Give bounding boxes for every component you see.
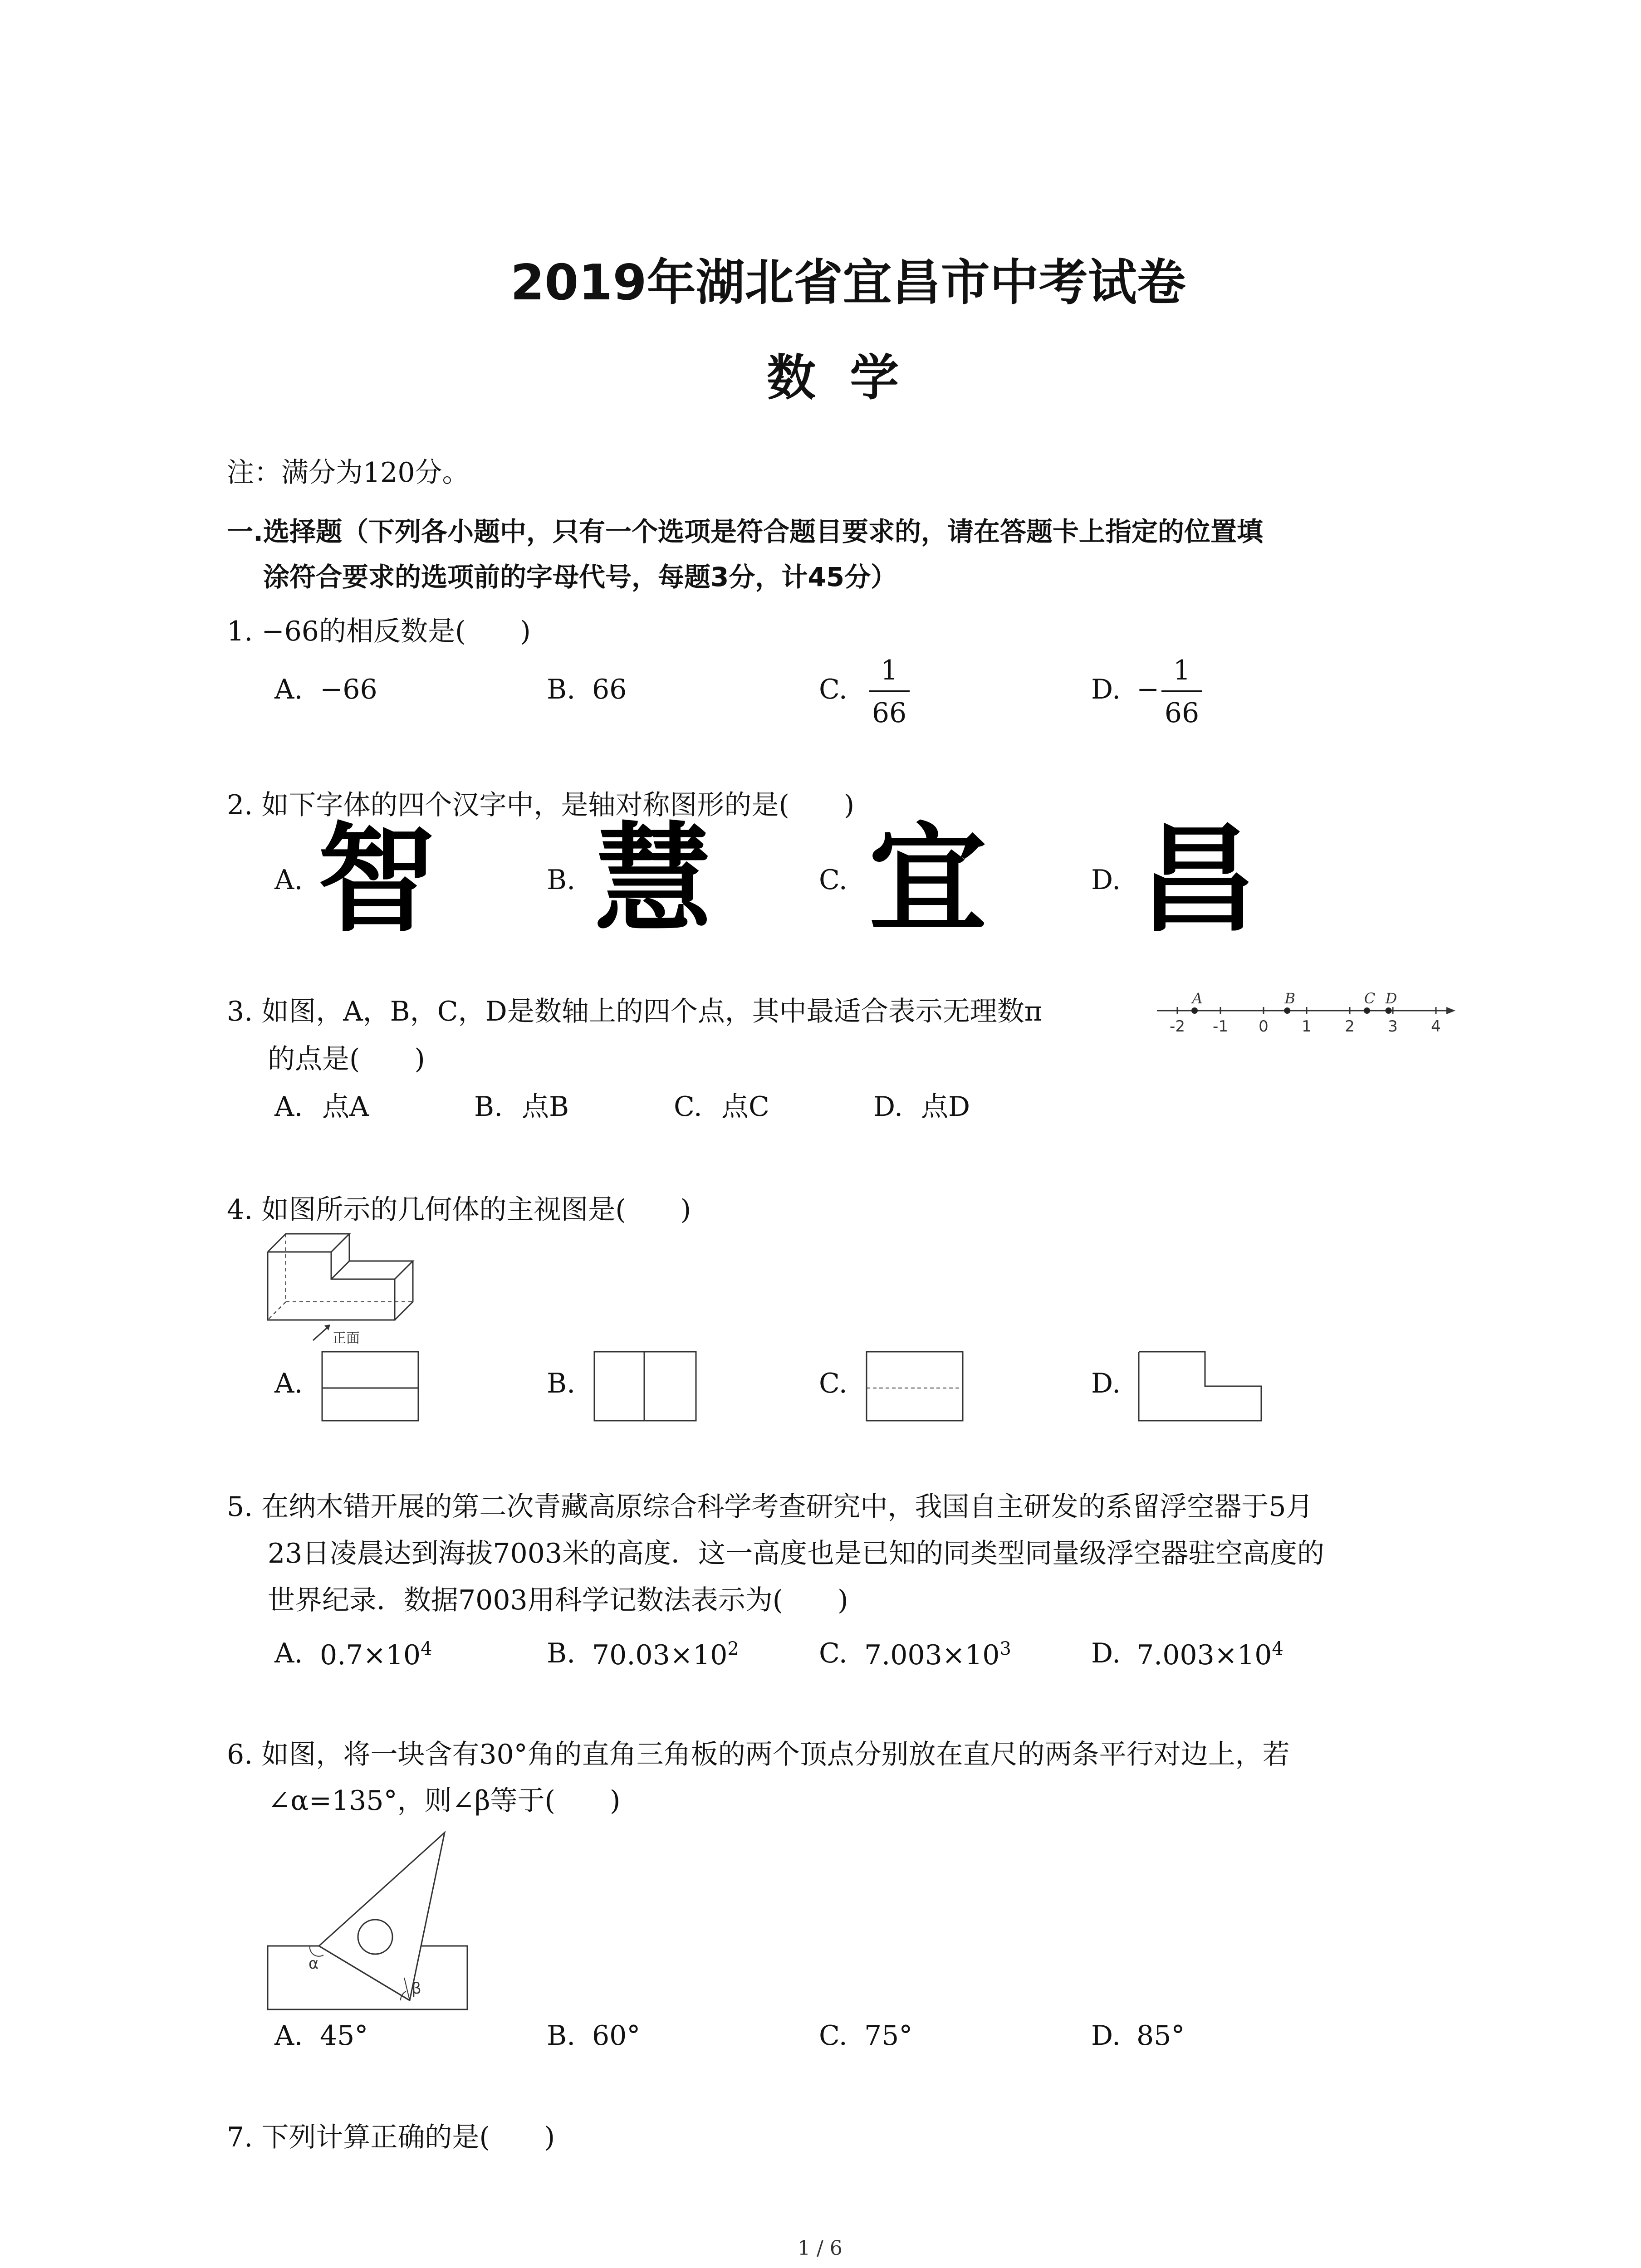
numberline-point-label: B [1284,990,1296,1007]
q3-stem-line1: 3. 如图，A，B，C，D是数轴上的四个点，其中最适合表示无理数π [227,996,1043,1027]
q5-option-d-label: D. [1091,1637,1121,1669]
q4-option-c-label: C. [819,1368,847,1399]
q5-option-d-value [1136,1640,1283,1669]
q1-option-a-value: −66 [320,674,377,705]
numberline-point [1364,1007,1370,1014]
q3-option-d-value: 点D [921,1091,970,1123]
q4-option-a-shape [321,1351,421,1423]
numberline-point-label: C [1364,990,1376,1007]
q4-option-a-label: A. [274,1368,303,1399]
numberline-tick-label: -1 [1213,1017,1228,1036]
numberline-point-label: A [1192,990,1203,1007]
numberline-tick-label: 4 [1431,1017,1441,1036]
q6-option-d-value: 85° [1136,2020,1185,2052]
q2-char-hui: 慧 [594,811,712,948]
q4-option-d-shape [1138,1351,1265,1423]
numberline-point-label: D [1385,990,1397,1007]
q6-ruler-triangle-figure [265,1823,474,2014]
sci-base: 70.03×10 [592,1639,728,1671]
q6-option-d-label: D. [1091,2020,1121,2052]
q2-option-a-label: A. [274,864,303,896]
q2-char-yi: 宜 [869,811,987,948]
q3-option-c-label: C. [674,1091,702,1123]
q3-option-b-value: 点B [522,1091,569,1123]
sci-exponent: 2 [727,1638,739,1659]
q4-option-b-shape [593,1351,698,1423]
q4-stem: 4. 如图所示的几何体的主视图是( ) [227,1194,691,1226]
q6-option-a-label: A. [274,2020,303,2052]
q6-option-b-label: B. [547,2020,576,2052]
q5-option-c-value [864,1640,1011,1669]
q6-stem-line1: 6. 如图，将一块含有30°角的直角三角板的两个顶点分别放在直尺的两条平行对边上，若 [227,1739,1290,1770]
q4-option-d-label: D. [1091,1368,1121,1399]
q3-option-c-value: 点C [721,1091,769,1123]
numberline-tick-label: -2 [1170,1017,1185,1036]
q5-stem-line2: 23日凌晨达到海拔7003米的高度．这一高度也是已知的同类型同量级浮空器驻空高度的 [268,1538,1325,1569]
sci-exponent: 4 [421,1638,432,1659]
score-note: 注：满分为120分。 [227,457,470,489]
subject-title: 数 学 [767,350,899,406]
sci-exponent: 3 [999,1638,1011,1659]
q1-option-d-label: D. [1091,674,1121,705]
q2-char-chang: 昌 [1139,811,1257,948]
q1-option-b-label: B. [547,674,576,705]
numberline-tick-label: 0 [1259,1017,1269,1036]
q3-stem-line2: 的点是( ) [268,1043,425,1075]
front-view-label: 正面 [333,1330,360,1346]
numberline-point [1386,1007,1392,1014]
q5-option-b-value [592,1640,739,1669]
alpha-label: α [309,1955,319,1973]
q3-option-b-label: B. [474,1091,503,1123]
q3-option-d-label: D. [873,1091,903,1123]
q5-stem-line3: 世界纪录．数据7003用科学记数法表示为( ) [268,1584,848,1616]
numberline-point [1284,1007,1290,1014]
q6-option-c-label: C. [819,2020,847,2052]
q4-solid-figure [265,1229,415,1347]
fraction-denominator: 66 [1164,697,1200,729]
q2-option-b-label: B. [547,864,576,896]
q1-option-c-label: C. [819,674,847,705]
q7-stem: 7. 下列计算正确的是( ) [227,2121,555,2153]
numberline-tick-label: 3 [1388,1017,1398,1036]
q3-option-a-label: A. [274,1091,303,1123]
q2-option-c-label: C. [819,864,847,896]
sci-base: 7.003×10 [1136,1639,1272,1671]
numberline-tick-label: 2 [1345,1017,1355,1036]
q1-option-d-fraction [1161,657,1202,727]
q2-char-zhi: 智 [318,811,436,948]
q2-option-d-label: D. [1091,864,1121,896]
fraction-numerator: 1 [869,657,910,692]
q5-option-b-label: B. [547,1637,576,1669]
q6-option-a-value: 45° [320,2020,368,2052]
q1-option-a-label: A. [274,674,303,705]
q1-option-c-fraction [869,657,910,727]
q1-option-d-sign: − [1136,674,1160,705]
q4-option-b-label: B. [547,1368,576,1399]
q5-option-a-value [320,1640,432,1669]
fraction-numerator: 1 [1161,657,1202,692]
fraction-denominator: 66 [872,697,907,729]
sci-base: 0.7×10 [320,1639,421,1671]
q5-option-c-label: C. [819,1637,847,1669]
q6-option-c-value: 75° [864,2020,913,2052]
q6-stem-line2: ∠α=135°，则∠β等于( ) [268,1785,621,1817]
q3-option-a-value: 点A [322,1091,369,1123]
q6-option-b-value: 60° [592,2020,641,2052]
page-number: 1 / 6 [798,2237,843,2260]
q1-option-b-value: 66 [592,674,627,705]
sci-base: 7.003×10 [864,1639,1000,1671]
q1-stem: 1. −66的相反数是( ) [227,616,531,647]
section-heading-line2: 涂符合要求的选项前的字母代号，每题3分，计45分） [263,562,897,592]
beta-label: β [411,1980,421,1998]
q5-stem-line1: 5. 在纳木错开展的第二次青藏高原综合科学考查研究中，我国自主研发的系留浮空器于5月 [227,1491,1313,1523]
q4-option-c-shape [866,1351,965,1423]
numberline-tick-label: 1 [1302,1017,1312,1036]
numberline-point [1191,1007,1198,1014]
q3-number-line [1152,984,1461,1039]
q2-stem: 2. 如下字体的四个汉字中，是轴对称图形的是( ) [227,789,855,821]
exam-title: 2019年湖北省宜昌市中考试卷 [510,254,1186,311]
sci-exponent: 4 [1272,1638,1283,1659]
q5-option-a-label: A. [274,1637,303,1669]
section-heading-line1: 一.选择题（下列各小题中，只有一个选项是符合题目要求的，请在答题卡上指定的位置填 [227,516,1264,547]
